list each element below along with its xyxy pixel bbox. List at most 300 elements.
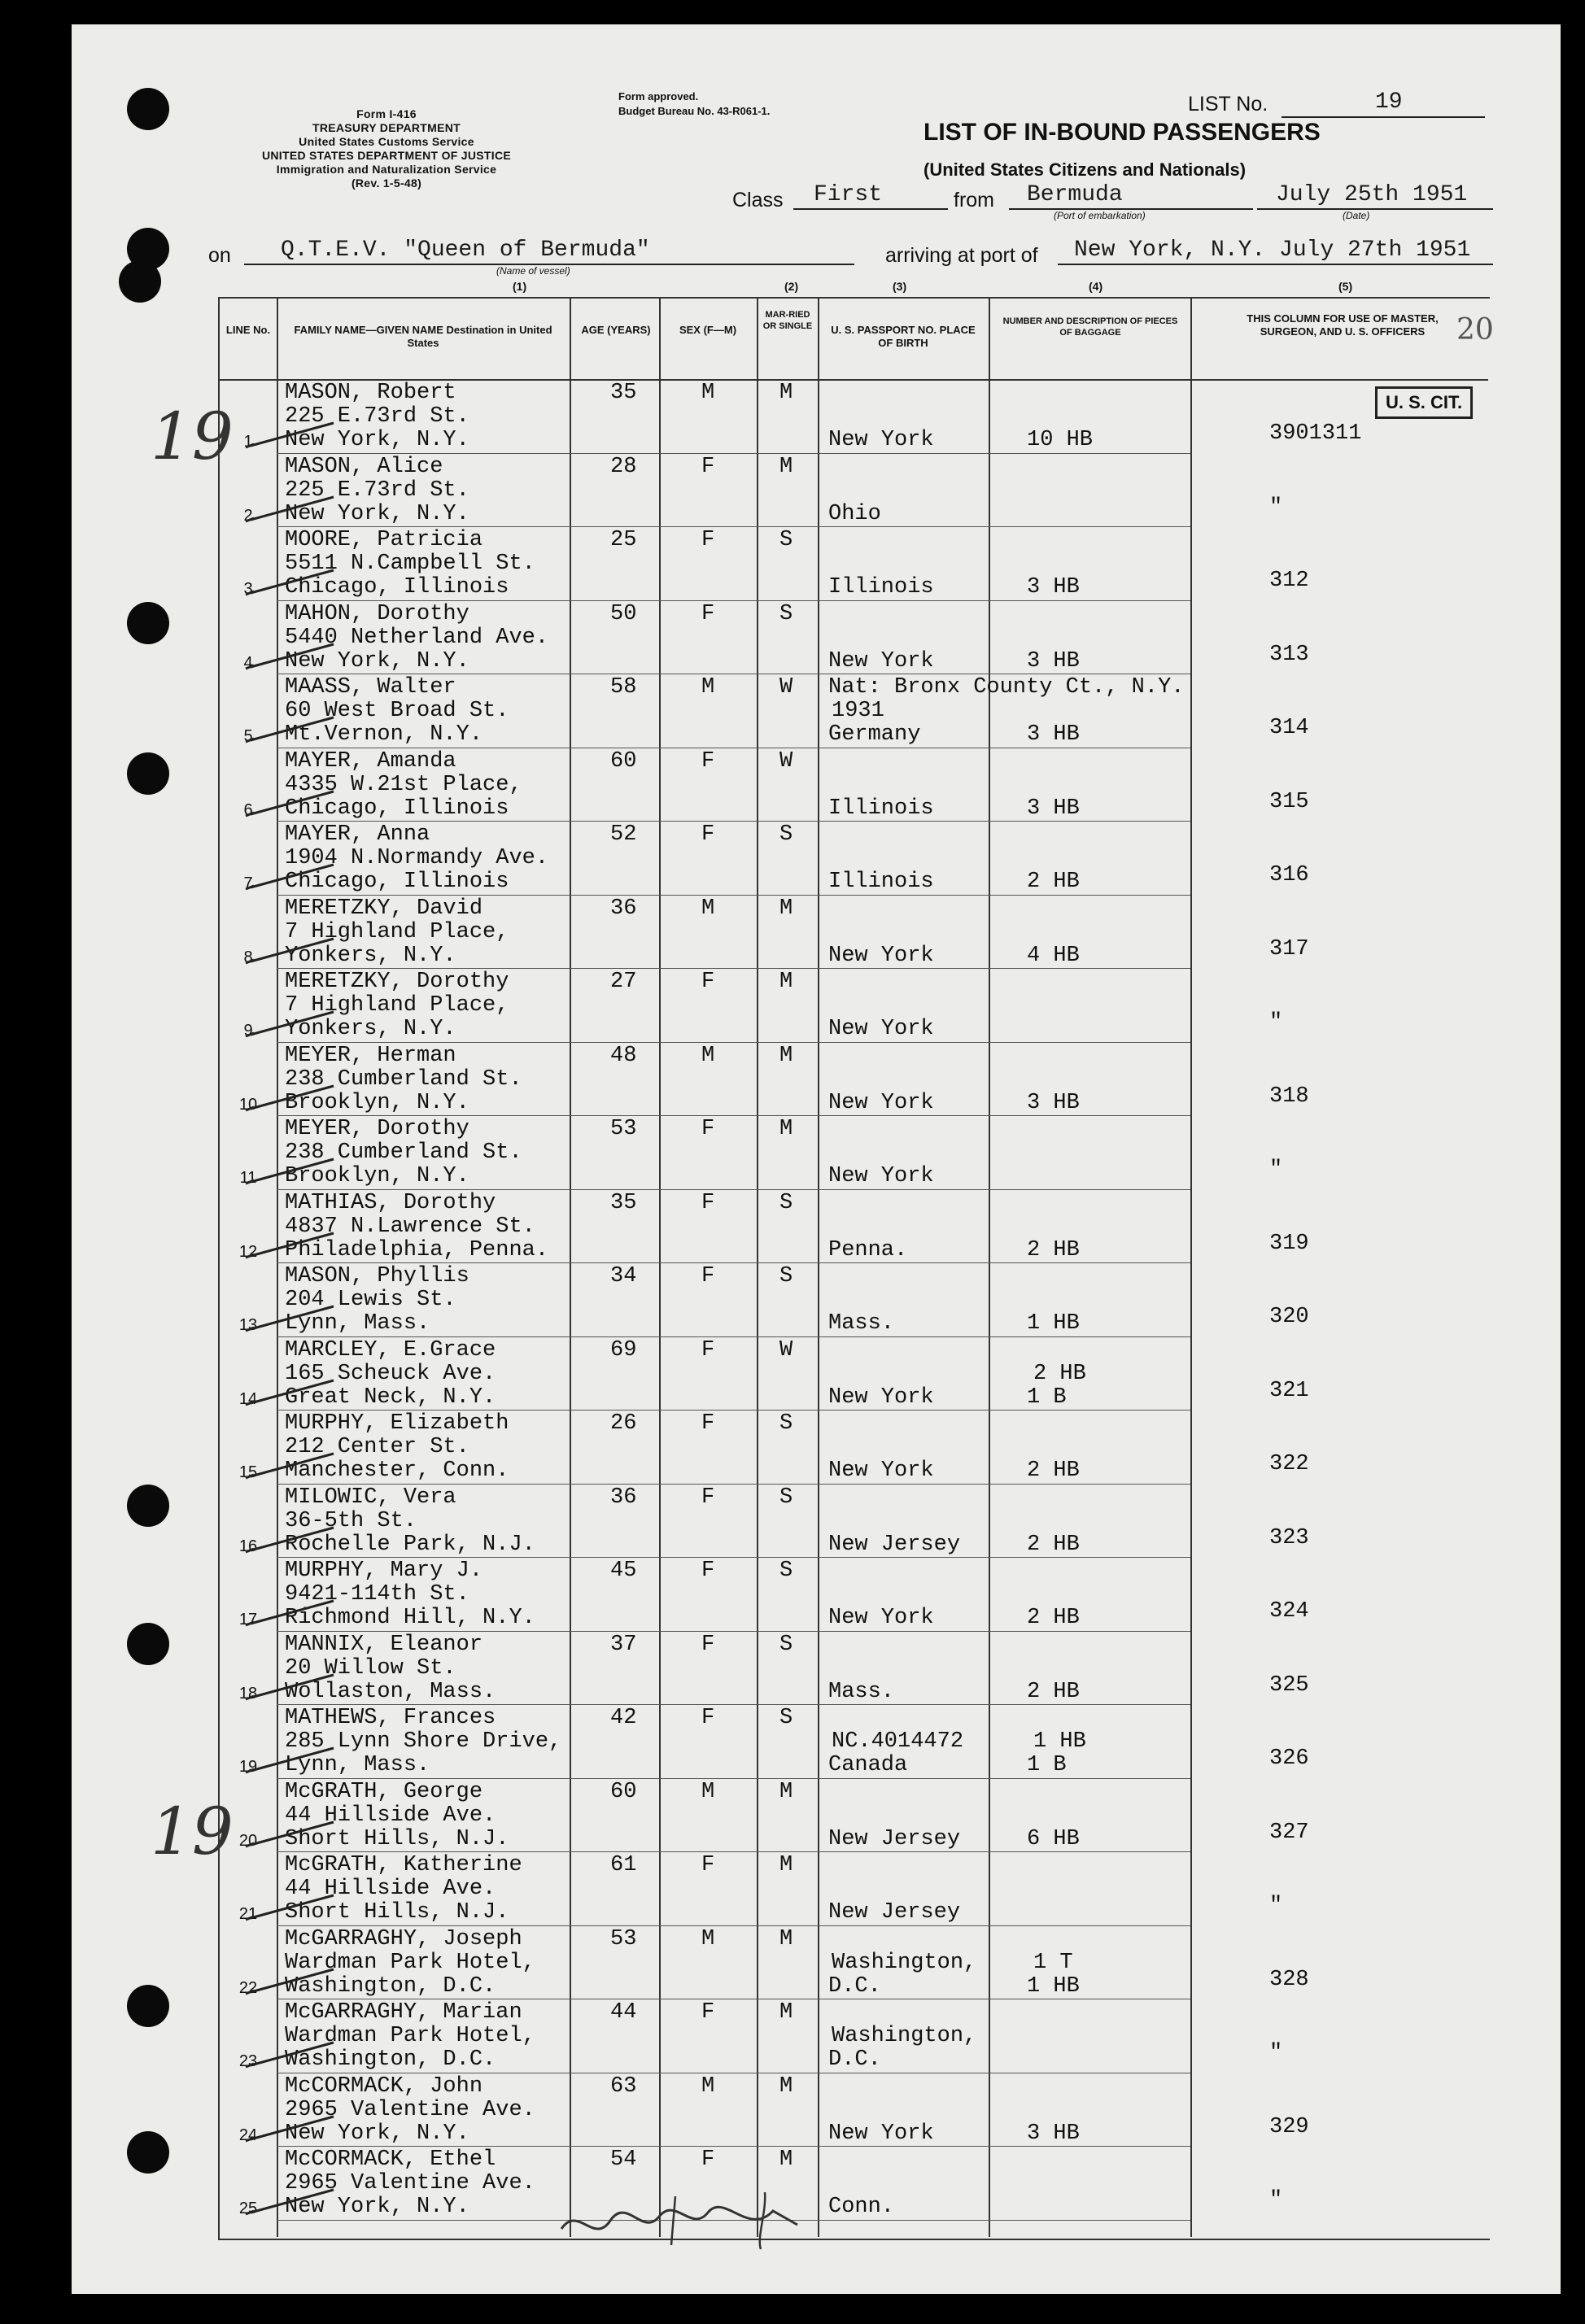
- check-mark-icon: [244, 420, 342, 452]
- line-number: 13: [238, 1316, 258, 1334]
- header-passport: U. S. PASSPORT NO. PLACE OF BIRTH: [831, 324, 976, 349]
- page-subtitle: (United States Citizens and Nationals): [923, 159, 1247, 180]
- col-rule: [757, 297, 758, 2237]
- passenger-name: McGARRAGHY, Marian: [285, 2000, 522, 2025]
- line-number: 2: [243, 506, 253, 525]
- header-married: MAR-RIED OR SINGLE: [762, 310, 813, 331]
- row-rule: [277, 453, 1190, 454]
- sex: M: [701, 675, 715, 700]
- row-rule: [277, 1410, 1190, 1411]
- marital-status: M: [779, 1853, 793, 1877]
- sex: F: [701, 2000, 715, 2025]
- address-street: 225 E.73rd St.: [285, 477, 469, 503]
- line-number: 14: [238, 1389, 258, 1408]
- on-label: on: [208, 244, 231, 267]
- citizen-stamp: U. S. CIT.: [1375, 386, 1473, 419]
- baggage-line-2: 1 HB: [1027, 1311, 1080, 1336]
- sex: M: [701, 1043, 715, 1068]
- passenger-name: MANNIX, Eleanor: [285, 1632, 483, 1657]
- address-city: Wollaston, Mass.: [285, 1679, 496, 1704]
- officer-number: 324: [1269, 1599, 1309, 1624]
- address-street: 4335 W.21st Place,: [285, 772, 522, 797]
- line-number: 12: [238, 1242, 258, 1261]
- place-of-birth: Illinois: [828, 575, 934, 600]
- officer-number: ": [1269, 495, 1283, 520]
- age: 35: [610, 1190, 637, 1215]
- margin-note: 19: [151, 1794, 234, 1869]
- age: 36: [610, 1485, 637, 1510]
- place-of-birth: New York: [828, 1458, 934, 1483]
- row-rule: [277, 1484, 1190, 1485]
- marital-status: W: [779, 1337, 793, 1363]
- line-number: 9: [243, 1022, 253, 1040]
- check-mark-icon: [244, 1524, 342, 1557]
- address-city: Richmond Hill, N.Y.: [285, 1606, 535, 1630]
- check-mark-icon: [244, 714, 342, 747]
- dept-customs: United States Customs Service: [299, 135, 474, 148]
- sex: M: [701, 2073, 715, 2099]
- col-num-4: (4): [1089, 280, 1103, 293]
- officer-number: 326: [1269, 1746, 1309, 1771]
- address-city: Rochelle Park, N.J.: [285, 1532, 535, 1557]
- marital-status: M: [779, 454, 793, 479]
- class-label: Class: [732, 189, 784, 211]
- address-street: 5511 N.Campbell St.: [285, 552, 535, 576]
- officer-number: 329: [1269, 2114, 1309, 2139]
- page-title: LIST OF IN-BOUND PASSENGERS: [923, 119, 1321, 146]
- address-city: Chicago, Illinois: [285, 870, 509, 894]
- vessel-name: Q.T.E.V. "Queen of Bermuda": [281, 238, 650, 263]
- col-num-5: (5): [1338, 280, 1353, 293]
- baggage-line-2: 1 HB: [1027, 1973, 1080, 1999]
- check-mark-icon: [244, 1377, 342, 1410]
- col-rule: [1190, 297, 1192, 2237]
- passport-number: NC.4014472: [832, 1729, 964, 1754]
- punch-hole-icon: [127, 2131, 169, 2174]
- address-city: Chicago, Illinois: [285, 796, 509, 821]
- list-number-line: [1282, 116, 1485, 118]
- address-street: 238 Cumberland St.: [285, 1140, 522, 1165]
- address-street: 2965 Valentine Ave.: [285, 2171, 535, 2195]
- check-mark-icon: [244, 2113, 342, 2146]
- passenger-name: MATHIAS, Dorothy: [285, 1190, 496, 1215]
- marital-status: S: [779, 1411, 793, 1436]
- row-rule: [277, 1262, 1190, 1263]
- address-city: New York, N.Y.: [285, 2121, 469, 2146]
- address-street: 2965 Valentine Ave.: [285, 2097, 535, 2122]
- check-mark-icon: [244, 1156, 342, 1188]
- sex: F: [701, 748, 715, 774]
- officer-number: 322: [1269, 1452, 1309, 1476]
- punch-hole-icon: [127, 88, 169, 130]
- sex: M: [701, 381, 715, 405]
- approval-block: [618, 89, 770, 119]
- place-of-birth: Germany: [828, 722, 921, 747]
- officer-number: 318: [1269, 1084, 1309, 1109]
- passenger-name: MERETZKY, Dorothy: [285, 970, 509, 994]
- age: 60: [610, 1779, 637, 1804]
- officer-number: 319: [1269, 1231, 1309, 1256]
- budget-line: Budget Bureau No. 43-R061-1.: [618, 105, 771, 117]
- header-name: FAMILY NAME—GIVEN NAME Destination in United States: [294, 324, 552, 349]
- row-rule: [277, 1557, 1190, 1558]
- age: 37: [610, 1632, 637, 1657]
- place-of-birth: Illinois: [828, 796, 934, 821]
- officer-number: 3901311: [1269, 421, 1362, 446]
- passenger-name: MAYER, Amanda: [285, 748, 456, 774]
- marital-status: M: [779, 970, 793, 994]
- check-mark-icon: [244, 1303, 342, 1336]
- check-mark-icon: [244, 1598, 342, 1630]
- officer-number: 313: [1269, 642, 1309, 667]
- header-age: AGE (YEARS): [581, 324, 651, 336]
- sex: F: [701, 601, 715, 626]
- line-number: 7: [243, 874, 253, 892]
- address-city: New York, N.Y.: [285, 428, 469, 452]
- dept-ins: Immigration and Naturalization Service: [276, 163, 497, 176]
- vessel-caption: (Name of vessel): [496, 265, 570, 277]
- baggage-line-2: 2 HB: [1027, 1237, 1080, 1262]
- marital-status: S: [779, 601, 793, 626]
- age: 44: [610, 2000, 637, 2025]
- place-of-birth: Ohio: [828, 501, 881, 526]
- age: 61: [610, 1853, 637, 1877]
- place-of-birth: Illinois: [828, 870, 934, 894]
- revision: (Rev. 1-5-48): [351, 177, 422, 190]
- address-city: Washington, D.C.: [285, 2047, 496, 2072]
- officer-number: 325: [1269, 1672, 1309, 1698]
- age: 27: [610, 970, 637, 994]
- age: 60: [610, 748, 637, 774]
- col-rule: [989, 297, 990, 2237]
- place-of-birth: New York: [828, 1164, 934, 1188]
- check-mark-icon: [244, 861, 342, 894]
- address-street: Wardman Park Hotel,: [285, 2024, 535, 2048]
- sex: F: [701, 1411, 715, 1436]
- arrival-line: [1058, 264, 1493, 265]
- place-of-birth: New York: [828, 943, 934, 968]
- check-mark-icon: [244, 2039, 342, 2072]
- address-street: 7 Highland Place,: [285, 919, 509, 944]
- address-street: 1904 N.Normandy Ave.: [285, 846, 549, 870]
- passenger-name: McGRATH, George: [285, 1779, 483, 1804]
- check-mark-icon: [244, 1230, 342, 1262]
- check-mark-icon: [244, 1009, 342, 1041]
- passenger-name: MAHON, Dorothy: [285, 601, 469, 626]
- line-number: 3: [243, 580, 253, 598]
- place-of-birth: D.C.: [828, 2047, 881, 2072]
- address-city: Philadelphia, Penna.: [285, 1237, 549, 1262]
- sex: F: [701, 528, 715, 552]
- check-mark-icon: [244, 1083, 342, 1115]
- row-rule: [277, 1115, 1190, 1116]
- line-number: 16: [238, 1537, 258, 1555]
- row-rule: [277, 600, 1190, 601]
- address-street: 44 Hillside Ave.: [285, 1877, 496, 1901]
- address-city: Chicago, Illinois: [285, 575, 509, 600]
- baggage-line-2: 10 HB: [1027, 428, 1094, 452]
- row-rule: [277, 1925, 1190, 1926]
- officer-number: ": [1269, 2188, 1283, 2213]
- line-number: 23: [238, 2052, 258, 2070]
- baggage-line-2: 6 HB: [1027, 1826, 1080, 1851]
- age: 69: [610, 1337, 637, 1363]
- col-num-1: (1): [513, 280, 527, 293]
- place-of-birth: New York: [828, 2121, 934, 2146]
- row-rule: [277, 1189, 1190, 1190]
- line-number: 24: [238, 2126, 258, 2144]
- passenger-name: MURPHY, Elizabeth: [285, 1411, 509, 1436]
- baggage-line-2: 2 HB: [1027, 1679, 1080, 1704]
- baggage-line-2: 3 HB: [1027, 2121, 1080, 2146]
- address-street: 285 Lynn Shore Drive,: [285, 1729, 562, 1754]
- address-street: 36-5th St.: [285, 1508, 417, 1533]
- age: 42: [610, 1706, 637, 1730]
- marital-status: W: [779, 748, 793, 774]
- passenger-name: McCORMACK, Ethel: [285, 2147, 496, 2172]
- place-of-birth: New York: [828, 648, 934, 674]
- sex: M: [701, 1779, 715, 1804]
- page-number: 20: [1456, 313, 1494, 347]
- arrival-port-date: New York, N.Y. July 27th 1951: [1074, 238, 1471, 263]
- address-street: Wardman Park Hotel,: [285, 1950, 535, 1975]
- passenger-name: MASON, Phyllis: [285, 1264, 469, 1288]
- officer-number: 312: [1269, 569, 1309, 593]
- officer-number: 323: [1269, 1525, 1309, 1550]
- check-mark-icon: [244, 1745, 342, 1777]
- passenger-name: MARCLEY, E.Grace: [285, 1337, 496, 1363]
- signature-scrawl: [553, 2188, 814, 2253]
- age: 53: [610, 1926, 637, 1951]
- age: 50: [610, 601, 637, 626]
- place-of-birth: Penna.: [828, 1237, 908, 1262]
- row-rule: [277, 821, 1190, 822]
- address-city: Yonkers, N.Y.: [285, 943, 456, 968]
- line-number: 19: [238, 1758, 258, 1776]
- line-number: 10: [238, 1095, 258, 1114]
- punch-hole-icon: [127, 1485, 169, 1527]
- address-street: 165 Scheuck Ave.: [285, 1361, 496, 1386]
- passenger-name: MOORE, Patricia: [285, 528, 483, 552]
- marital-status: S: [779, 1559, 793, 1583]
- marital-status: M: [779, 896, 793, 921]
- address-city: Short Hills, N.J.: [285, 1826, 509, 1851]
- age: 45: [610, 1559, 637, 1583]
- officer-number: 321: [1269, 1378, 1309, 1403]
- sex: F: [701, 1485, 715, 1510]
- address-city: Brooklyn, N.Y.: [285, 1164, 469, 1188]
- baggage-line-2: 3 HB: [1027, 575, 1080, 600]
- sex: F: [701, 1632, 715, 1657]
- sex: F: [701, 2147, 715, 2172]
- officer-number: 317: [1269, 936, 1309, 961]
- check-mark-icon: [244, 1819, 342, 1851]
- baggage-line-1: 2 HB: [1033, 1361, 1086, 1386]
- age: 58: [610, 675, 637, 700]
- baggage-line-2: 2 HB: [1027, 870, 1080, 894]
- marital-status: S: [779, 822, 793, 847]
- address-street: 204 Lewis St.: [285, 1288, 456, 1312]
- passenger-name: MEYER, Herman: [285, 1043, 456, 1068]
- col-rule: [818, 297, 819, 2237]
- passport-number: 1931: [832, 699, 884, 723]
- place-of-birth: Canada: [828, 1753, 908, 1777]
- officer-number: 314: [1269, 716, 1309, 740]
- baggage-line-2: 4 HB: [1027, 943, 1080, 968]
- address-city: Manchester, Conn.: [285, 1458, 509, 1483]
- check-mark-icon: [244, 494, 342, 526]
- address-city: Brooklyn, N.Y.: [285, 1090, 469, 1115]
- date-line: [1257, 208, 1493, 210]
- row-rule: [277, 1336, 1190, 1337]
- departure-date: July 25th 1951: [1276, 182, 1468, 207]
- passenger-name: McGRATH, Katherine: [285, 1853, 522, 1877]
- passenger-name: MATHEWS, Frances: [285, 1706, 496, 1730]
- passenger-name: MASON, Robert: [285, 381, 456, 405]
- baggage-line-2: 2 HB: [1027, 1606, 1080, 1630]
- port-of-embarkation: Bermuda: [1027, 182, 1123, 207]
- place-of-birth: New York: [828, 1017, 934, 1041]
- place-of-birth: Mass.: [828, 1311, 895, 1336]
- line-number: 11: [239, 1169, 257, 1187]
- place-of-birth: New Jersey: [828, 1826, 961, 1851]
- age: 53: [610, 1117, 637, 1141]
- address-street: 44 Hillside Ave.: [285, 1803, 496, 1828]
- line-number: 8: [243, 948, 253, 966]
- marital-status: M: [779, 2147, 793, 2172]
- check-mark-icon: [244, 788, 342, 821]
- officer-number: ": [1269, 1010, 1283, 1035]
- header-line-no: LINE No.: [225, 324, 271, 336]
- sex: F: [701, 1559, 715, 1583]
- address-city: Washington, D.C.: [285, 1973, 496, 1999]
- marital-status: W: [779, 675, 793, 700]
- passenger-name: MAYER, Anna: [285, 822, 430, 847]
- passenger-name: McGARRAGHY, Joseph: [285, 1926, 522, 1951]
- line-number: 5: [243, 727, 253, 745]
- passenger-name: MERETZKY, David: [285, 896, 483, 921]
- check-mark-icon: [244, 1966, 342, 1999]
- address-street: 20 Willow St.: [285, 1655, 456, 1681]
- marital-status: M: [779, 1926, 793, 1951]
- baggage-line-2: 1 B: [1027, 1753, 1067, 1777]
- place-of-birth: New York: [828, 428, 934, 452]
- address-street: 60 West Broad St.: [285, 699, 509, 723]
- age: 36: [610, 896, 637, 921]
- officer-number: 328: [1269, 1967, 1309, 1992]
- marital-status: M: [779, 2073, 793, 2099]
- age: 52: [610, 822, 637, 847]
- sex: M: [701, 896, 715, 921]
- col-rule: [570, 297, 571, 2237]
- age: 34: [610, 1264, 637, 1288]
- address-street: 9421-114th St.: [285, 1582, 469, 1607]
- class-value: First: [814, 182, 883, 207]
- check-mark-icon: [244, 641, 342, 674]
- passenger-name: MURPHY, Mary J.: [285, 1559, 483, 1583]
- address-city: Great Neck, N.Y.: [285, 1384, 496, 1410]
- col-num-2: (2): [784, 280, 799, 293]
- sex: F: [701, 1117, 715, 1141]
- row-rule: [277, 1851, 1190, 1852]
- passenger-name: MASON, Alice: [285, 454, 443, 479]
- row-rule: [277, 1631, 1190, 1632]
- officer-number: ": [1269, 2041, 1283, 2065]
- officer-number: ": [1269, 1158, 1283, 1182]
- line-number: 21: [238, 1905, 258, 1923]
- address-city: New York, N.Y.: [285, 501, 469, 526]
- place-of-birth: Conn.: [828, 2195, 895, 2219]
- punch-hole-icon: [119, 260, 161, 303]
- port-caption: (Port of embarkation): [1054, 210, 1146, 221]
- marital-status: S: [779, 1632, 793, 1657]
- age: 35: [610, 381, 637, 405]
- place-of-birth: Mass.: [828, 1679, 895, 1704]
- marital-status: M: [779, 2000, 793, 2025]
- check-mark-icon: [244, 1672, 342, 1704]
- sex: M: [701, 1926, 715, 1951]
- address-city: Short Hills, N.J.: [285, 1900, 509, 1925]
- age: 25: [610, 528, 637, 552]
- address-city: Lynn, Mass.: [285, 1311, 430, 1336]
- check-mark-icon: [244, 1892, 342, 1925]
- baggage-line-2: 3 HB: [1027, 722, 1080, 747]
- officer-number: 315: [1269, 789, 1309, 814]
- passenger-name: MEYER, Dorothy: [285, 1117, 469, 1141]
- approved-line: Form approved.: [618, 90, 699, 102]
- passenger-name: McCORMACK, John: [285, 2073, 483, 2099]
- baggage-line-2: 2 HB: [1027, 1532, 1080, 1557]
- line-number: 4: [243, 653, 253, 672]
- row-rule: [277, 526, 1190, 527]
- age: 28: [610, 454, 637, 479]
- check-mark-icon: [244, 567, 342, 600]
- marital-status: M: [779, 1117, 793, 1141]
- row-rule: [277, 1778, 1190, 1779]
- punch-hole-icon: [127, 752, 169, 795]
- place-of-birth: New Jersey: [828, 1900, 961, 1925]
- address-city: New York, N.Y.: [285, 2195, 469, 2219]
- place-of-birth: New Jersey: [828, 1532, 961, 1557]
- sex: F: [701, 822, 715, 847]
- line-number: 25: [238, 2200, 258, 2217]
- address-street: 225 E.73rd St.: [285, 404, 469, 429]
- line-number: 15: [238, 1463, 258, 1481]
- baggage-line-2: 3 HB: [1027, 1090, 1080, 1115]
- baggage-line-2: 3 HB: [1027, 796, 1080, 821]
- address-city: Yonkers, N.Y.: [285, 1017, 456, 1041]
- form-number: Form I-416: [356, 107, 417, 120]
- sex: F: [701, 454, 715, 479]
- age: 63: [610, 2073, 637, 2099]
- address-city: New York, N.Y.: [285, 648, 469, 674]
- address-street: 7 Highland Place,: [285, 993, 509, 1018]
- dept-treasury: TREASURY DEPARTMENT: [312, 121, 461, 134]
- address-street: 238 Cumberland St.: [285, 1066, 522, 1092]
- marital-status: S: [779, 1706, 793, 1730]
- baggage-line-2: 1 B: [1027, 1384, 1067, 1410]
- baggage-line-1: 1 HB: [1033, 1729, 1086, 1754]
- passport-number: Washington,: [832, 1950, 977, 1975]
- row-rule: [277, 2146, 1190, 2147]
- marital-status: S: [779, 1264, 793, 1288]
- officer-number: 327: [1269, 1820, 1309, 1845]
- line-number: 6: [243, 800, 253, 819]
- place-of-birth: New York: [828, 1090, 934, 1115]
- age: 54: [610, 2147, 637, 2172]
- marital-status: M: [779, 1779, 793, 1804]
- marital-status: M: [779, 1043, 793, 1068]
